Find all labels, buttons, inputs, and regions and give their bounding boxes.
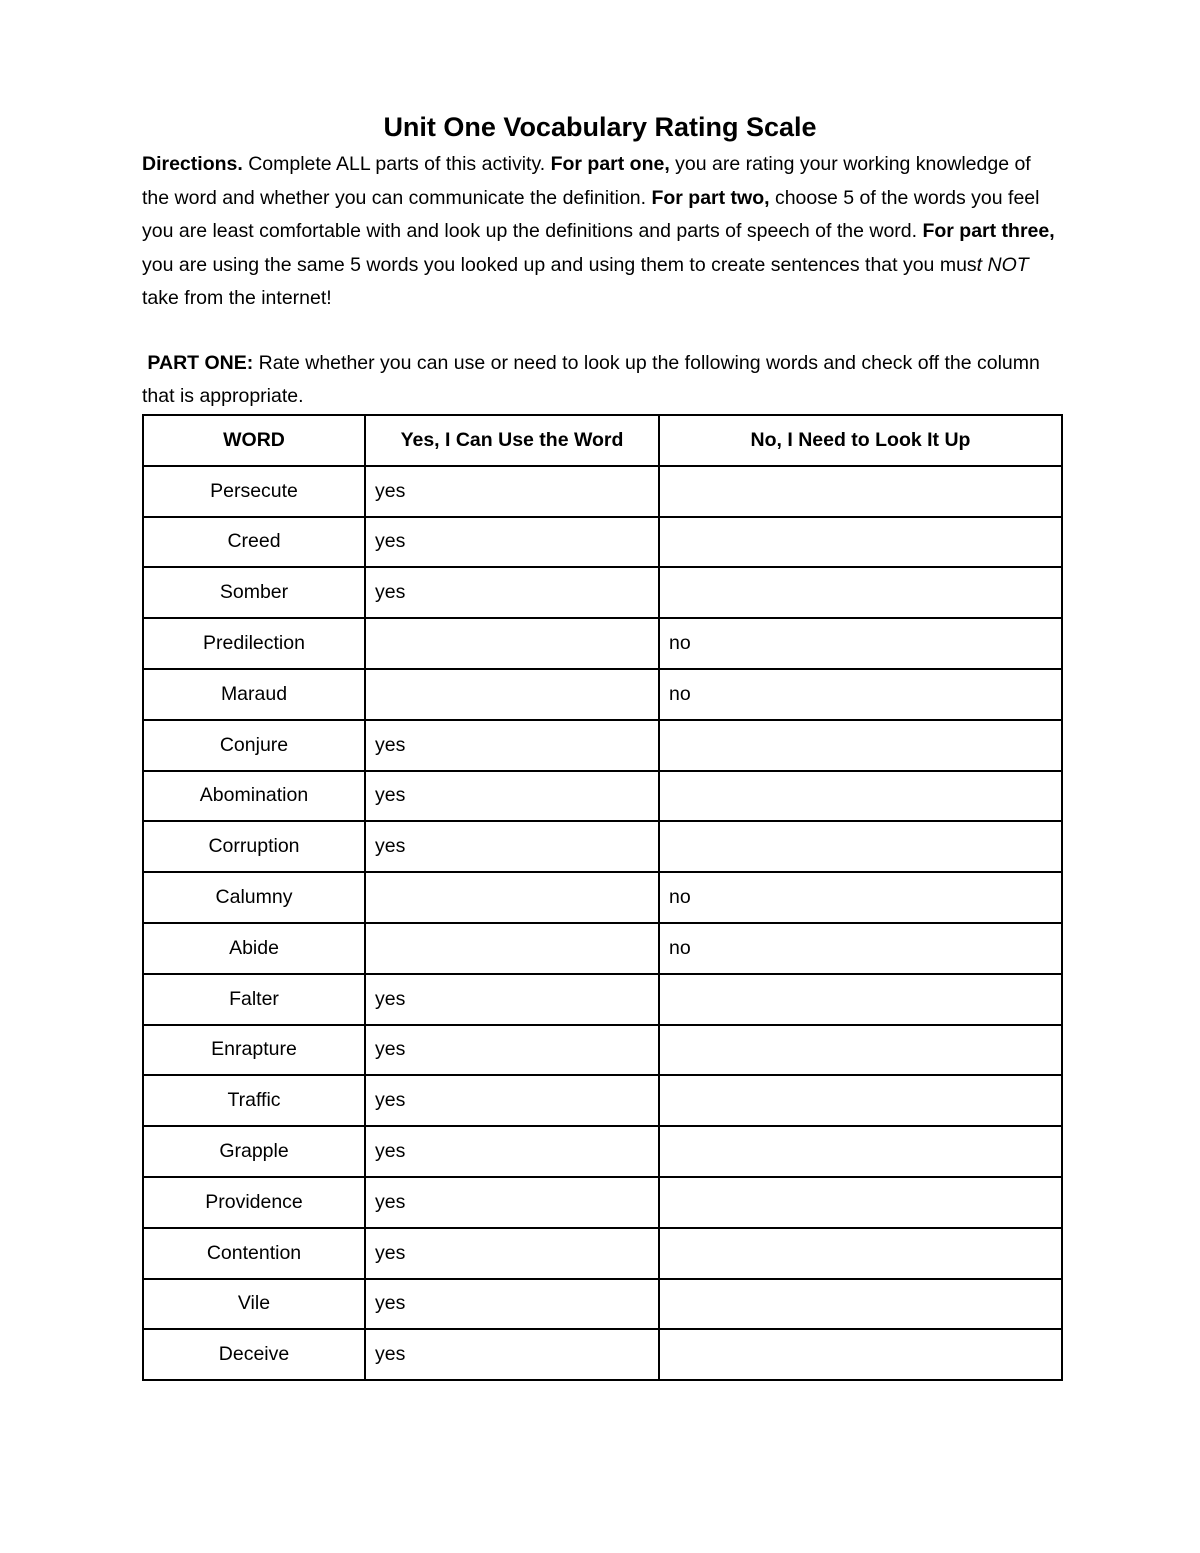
word-cell: Providence (143, 1177, 365, 1228)
table-row (143, 923, 1062, 974)
word-cell: Abomination (143, 771, 365, 822)
word-cell: Contention (143, 1228, 365, 1279)
yes-cell (365, 872, 659, 923)
no-cell (659, 720, 1062, 771)
yes-cell (365, 923, 659, 974)
yes-cell: yes (365, 1177, 659, 1228)
directions-text: take from the internet! (142, 287, 332, 309)
table-header-row (143, 415, 1062, 466)
word-cell: Vile (143, 1279, 365, 1330)
header-word: WORD (143, 415, 365, 466)
page-title: Unit One Vocabulary Rating Scale (383, 112, 817, 142)
table-row (143, 771, 1062, 822)
part-one-instructions (142, 347, 1060, 413)
word-cell: Calumny (143, 872, 365, 923)
no-cell (659, 1329, 1062, 1380)
no-cell (659, 1075, 1062, 1126)
yes-cell: yes (365, 974, 659, 1025)
word-cell: Deceive (143, 1329, 365, 1380)
word-cell: Corruption (143, 821, 365, 872)
no-cell (659, 974, 1062, 1025)
table-row (143, 1228, 1062, 1279)
yes-cell: yes (365, 1075, 659, 1126)
yes-cell: yes (365, 1126, 659, 1177)
directions-text: choose 5 of the words you feel you are least comfortable with and look up the definitions and parts of speech of the word. (142, 186, 1040, 242)
word-cell: Creed (143, 517, 365, 568)
no-cell (659, 517, 1062, 568)
yes-cell (365, 618, 659, 669)
no-cell (659, 771, 1062, 822)
word-cell: Conjure (143, 720, 365, 771)
table-row (143, 567, 1062, 618)
table-row (143, 1329, 1062, 1380)
table-row (143, 974, 1062, 1025)
part-one-text: Rate whether you can use or need to look up the following words and check off the column that is appropriate. (142, 352, 1040, 407)
yes-cell: yes (365, 720, 659, 771)
directions-text: you are using the same 5 words you looked up and using them to create sentences that you mus (142, 253, 977, 276)
no-cell: no (659, 872, 1062, 923)
no-cell (659, 1126, 1062, 1177)
no-cell (659, 1279, 1062, 1330)
word-cell: Grapple (143, 1126, 365, 1177)
no-cell: no (659, 923, 1062, 974)
directions-label: Directions. (142, 153, 243, 175)
no-cell: no (659, 669, 1062, 720)
table-row (143, 466, 1062, 517)
no-cell (659, 1025, 1062, 1076)
table-row (143, 1279, 1062, 1330)
word-cell: Traffic (143, 1075, 365, 1126)
directions-text: Complete ALL parts of this activity. (242, 153, 551, 175)
table-row (143, 720, 1062, 771)
no-cell (659, 567, 1062, 618)
word-cell: Somber (143, 567, 365, 618)
table-row (143, 517, 1062, 568)
word-cell: Persecute (143, 466, 365, 517)
table-row (143, 1177, 1062, 1228)
directions-emphasis: t NOT (976, 253, 1029, 276)
no-cell: no (659, 618, 1062, 669)
table-row (143, 1075, 1062, 1126)
directions-text: you are rating your working knowledge of the word and whether you can communicate the definition. (142, 153, 1031, 209)
no-cell (659, 1228, 1062, 1279)
yes-cell: yes (365, 1329, 659, 1380)
yes-cell: yes (365, 1228, 659, 1279)
yes-cell: yes (365, 771, 659, 822)
no-cell (659, 821, 1062, 872)
yes-cell: yes (365, 466, 659, 517)
directions-paragraph (142, 148, 1060, 316)
part-one-heading: PART ONE: (147, 352, 254, 374)
table-body (143, 466, 1062, 1380)
header-no: No, I Need to Look It Up (659, 415, 1062, 466)
table-row (143, 1126, 1062, 1177)
word-cell: Falter (143, 974, 365, 1025)
part-one-label: For part one, (550, 153, 670, 175)
yes-cell: yes (365, 517, 659, 568)
yes-cell: yes (365, 1025, 659, 1076)
word-cell: Predilection (143, 618, 365, 669)
table-row (143, 872, 1062, 923)
word-cell: Abide (143, 923, 365, 974)
table-row (143, 669, 1062, 720)
yes-cell: yes (365, 821, 659, 872)
word-cell: Enrapture (143, 1025, 365, 1076)
no-cell (659, 466, 1062, 517)
yes-cell (365, 669, 659, 720)
yes-cell: yes (365, 567, 659, 618)
table-row (143, 1025, 1062, 1076)
table-row (143, 821, 1062, 872)
yes-cell: yes (365, 1279, 659, 1330)
part-three-label: For part three, (922, 220, 1055, 242)
table-row (143, 618, 1062, 669)
vocabulary-rating-table (142, 414, 1063, 1381)
header-yes: Yes, I Can Use the Word (365, 415, 659, 466)
part-two-label: For part two, (651, 186, 770, 209)
no-cell (659, 1177, 1062, 1228)
word-cell: Maraud (143, 669, 365, 720)
